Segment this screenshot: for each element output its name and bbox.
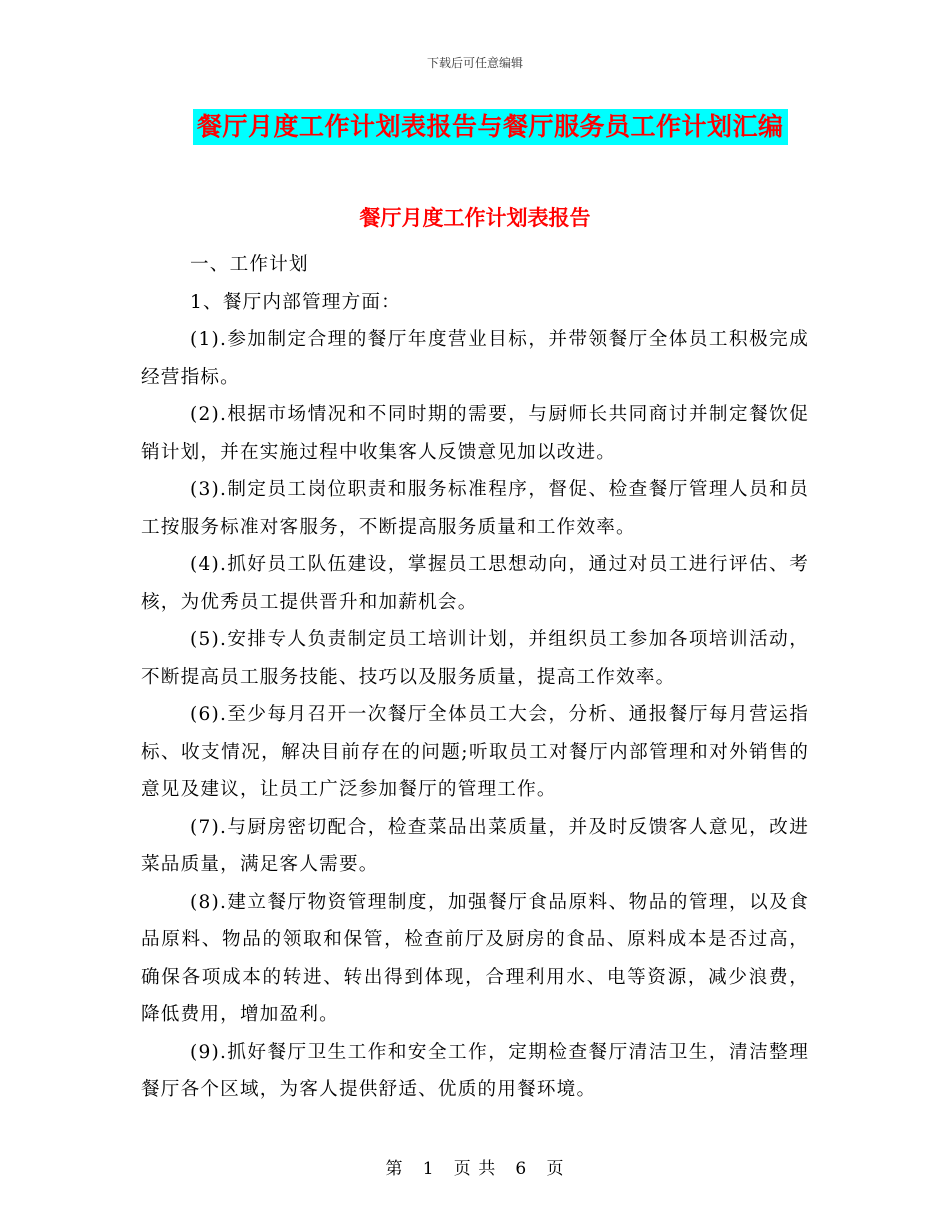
- total-pages-number: 6: [515, 1159, 528, 1179]
- header-note: 下载后可任意编辑: [426, 56, 523, 70]
- heading-work-plan: 一、工作计划: [190, 254, 309, 275]
- paragraph-item-2: (2).根据市场情况和不同时期的需要，与厨师长共同商讨并制定餐饮促销计划，并在实施过程中收集客人反馈意见加以改进。: [141, 404, 809, 463]
- paragraph-item-7: (7).与厨房密切配合，检查菜品出菜质量，并及时反馈客人意见，改进菜品质量，满足客人需要。: [141, 816, 809, 875]
- section-title: 餐厅月度工作计划表报告: [359, 206, 591, 230]
- footer-mid: 页 共: [453, 1159, 497, 1179]
- paragraph-item-8: (8).建立餐厅物资管理制度，加强餐厅食品原料、物品的管理，以及食品原料、物品的领取和保管，检查前厅及厨房的食品、原料成本是否过高，确保各项成本的转进、转出得到体现，合理利用水、电等资源，减少浪费，降低费用，增加盈利。: [141, 891, 809, 1025]
- paragraph-item-3: (3).制定员工岗位职责和服务标准程序，督促、检查餐厅管理人员和员工按服务标准对客服务，不断提高服务质量和工作效率。: [141, 479, 809, 538]
- paragraph-item-9: (9).抓好餐厅卫生工作和安全工作，定期检查餐厅清洁卫生，清洁整理餐厅各个区域，为客人提供舒适、优质的用餐环境。: [141, 1041, 809, 1100]
- footer-suffix: 页: [546, 1159, 565, 1179]
- paragraph-item-5: (5).安排专人负责制定员工培训计划，并组织员工参加各项培训活动，不断提高员工服务技能、技巧以及服务质量，提高工作效率。: [141, 629, 809, 688]
- subheading-internal-management: 1、餐厅内部管理方面：: [190, 291, 401, 313]
- document-main-title: 餐厅月度工作计划表报告与餐厅服务员工作计划汇编: [193, 109, 788, 145]
- page-footer: [0, 1154, 950, 1179]
- paragraph-item-1: (1).参加制定合理的餐厅年度营业目标，并带领餐厅全体员工积极完成经营指标。: [141, 329, 809, 388]
- footer-prefix: 第: [385, 1159, 404, 1179]
- paragraph-item-6: (6).至少每月召开一次餐厅全体员工大会，分析、通报餐厅每月营运指标、收支情况，解决目前存在的问题;听取员工对餐厅内部管理和对外销售的意见及建议，让员工广泛参加餐厅的管理工作。: [141, 704, 809, 800]
- paragraph-item-4: (4).抓好员工队伍建设，掌握员工思想动向，通过对员工进行评估、考核，为优秀员工提供晋升和加薪机会。: [141, 554, 809, 613]
- document-body: [141, 246, 809, 1109]
- current-page-number: 1: [422, 1159, 435, 1179]
